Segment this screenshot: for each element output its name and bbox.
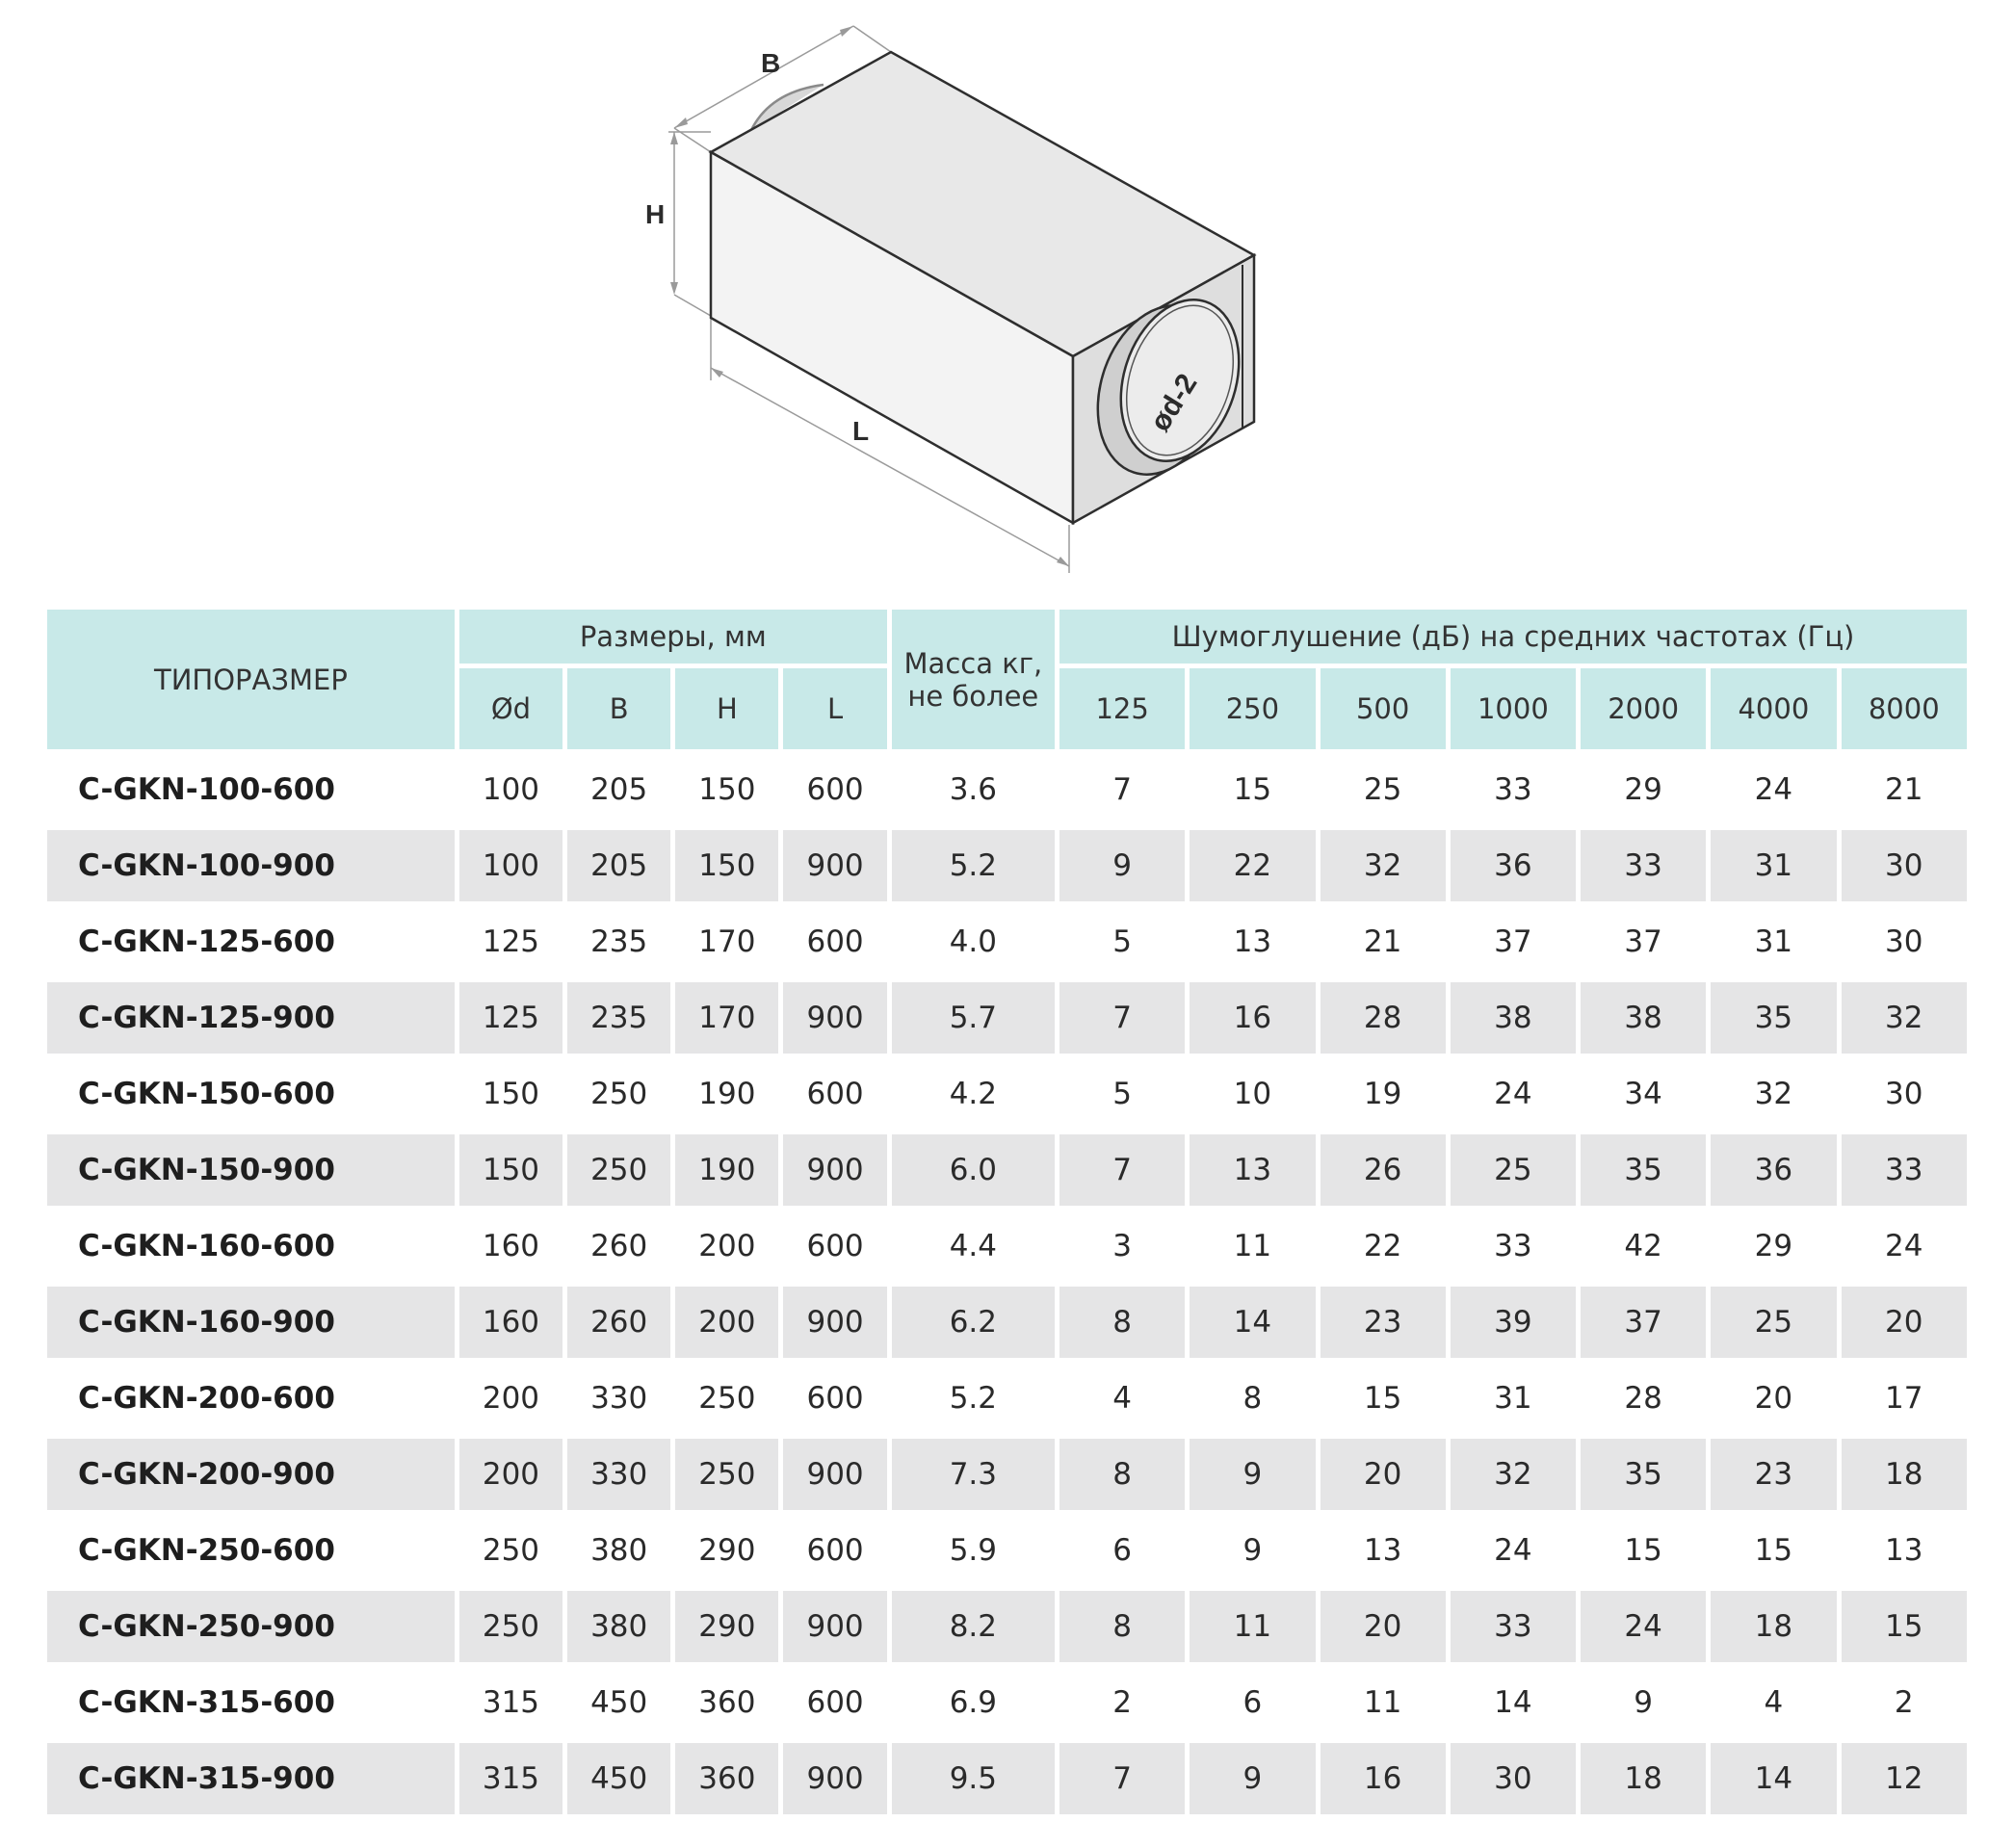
table-row [47, 830, 1967, 901]
cell-attenuation: 18 [1711, 1591, 1836, 1662]
header-dimension-1: B [567, 668, 670, 749]
cell-h: 360 [675, 1667, 778, 1738]
cell-d: 150 [459, 1134, 562, 1206]
table-row [47, 754, 1967, 825]
cell-attenuation: 9 [1190, 1439, 1315, 1510]
cell-b: 260 [567, 1210, 670, 1282]
cell-l: 600 [783, 1363, 886, 1434]
cell-b: 380 [567, 1591, 670, 1662]
table-row [47, 1134, 1967, 1206]
spec-table [42, 605, 1972, 1819]
cell-l: 900 [783, 1439, 886, 1510]
header-dimension-0: Ød [459, 668, 562, 749]
cell-attenuation: 18 [1842, 1439, 1967, 1510]
cell-attenuation: 38 [1451, 982, 1576, 1054]
table-row [47, 1515, 1967, 1586]
cell-l: 900 [783, 830, 886, 901]
cell-attenuation: 13 [1842, 1515, 1967, 1586]
cell-l: 600 [783, 1667, 886, 1738]
cell-mass: 3.6 [892, 754, 1055, 825]
cell-attenuation: 32 [1451, 1439, 1576, 1510]
header-frequency-5: 4000 [1711, 668, 1836, 749]
cell-attenuation: 24 [1451, 1058, 1576, 1130]
cell-b: 205 [567, 830, 670, 901]
table-row [47, 906, 1967, 977]
cell-name: C-GKN-125-600 [47, 906, 455, 977]
header-attenuation: Шумоглушение (дБ) на средних частотах (Гц) [1059, 610, 1967, 664]
cell-l: 900 [783, 982, 886, 1054]
cell-name: C-GKN-125-900 [47, 982, 455, 1054]
cell-attenuation: 6 [1059, 1515, 1185, 1586]
cell-attenuation: 16 [1190, 982, 1315, 1054]
cell-attenuation: 35 [1711, 982, 1836, 1054]
cell-attenuation: 18 [1581, 1743, 1706, 1814]
cell-mass: 4.4 [892, 1210, 1055, 1282]
header-frequency-4: 2000 [1581, 668, 1706, 749]
cell-mass: 6.2 [892, 1287, 1055, 1358]
cell-attenuation: 33 [1451, 754, 1576, 825]
cell-attenuation: 33 [1451, 1591, 1576, 1662]
cell-h: 290 [675, 1515, 778, 1586]
table-row [47, 1591, 1967, 1662]
cell-attenuation: 8 [1059, 1439, 1185, 1510]
cell-d: 160 [459, 1210, 562, 1282]
cell-b: 330 [567, 1439, 670, 1510]
cell-d: 315 [459, 1667, 562, 1738]
cell-attenuation: 23 [1321, 1287, 1446, 1358]
cell-l: 900 [783, 1743, 886, 1814]
cell-name: C-GKN-150-600 [47, 1058, 455, 1130]
cell-b: 235 [567, 906, 670, 977]
cell-mass: 7.3 [892, 1439, 1055, 1510]
cell-name: C-GKN-200-600 [47, 1363, 455, 1434]
cell-l: 900 [783, 1134, 886, 1206]
cell-attenuation: 7 [1059, 1743, 1185, 1814]
cell-attenuation: 10 [1190, 1058, 1315, 1130]
cell-attenuation: 30 [1842, 830, 1967, 901]
header-dimension-3: L [783, 668, 886, 749]
cell-l: 900 [783, 1591, 886, 1662]
cell-attenuation: 25 [1321, 754, 1446, 825]
cell-d: 315 [459, 1743, 562, 1814]
label-h: H [645, 199, 666, 229]
cell-attenuation: 31 [1711, 830, 1836, 901]
cell-d: 125 [459, 982, 562, 1054]
cell-mass: 4.0 [892, 906, 1055, 977]
cell-attenuation: 25 [1451, 1134, 1576, 1206]
header-frequency-2: 500 [1321, 668, 1446, 749]
cell-attenuation: 15 [1321, 1363, 1446, 1434]
cell-attenuation: 15 [1190, 754, 1315, 825]
cell-attenuation: 13 [1190, 1134, 1315, 1206]
cell-l: 600 [783, 754, 886, 825]
cell-attenuation: 20 [1321, 1591, 1446, 1662]
cell-d: 160 [459, 1287, 562, 1358]
header-mass [892, 610, 1055, 749]
cell-b: 205 [567, 754, 670, 825]
cell-attenuation: 4 [1059, 1363, 1185, 1434]
cell-attenuation: 7 [1059, 982, 1185, 1054]
cell-attenuation: 5 [1059, 1058, 1185, 1130]
cell-attenuation: 17 [1842, 1363, 1967, 1434]
cell-b: 250 [567, 1058, 670, 1130]
spec-body [47, 754, 1967, 1814]
header-mass-line1: Масса кг, [903, 646, 1043, 680]
cell-mass: 4.2 [892, 1058, 1055, 1130]
cell-d: 200 [459, 1439, 562, 1510]
cell-attenuation: 38 [1581, 982, 1706, 1054]
cell-h: 200 [675, 1287, 778, 1358]
cell-mass: 5.2 [892, 1363, 1055, 1434]
cell-attenuation: 9 [1190, 1743, 1315, 1814]
cell-attenuation: 36 [1711, 1134, 1836, 1206]
cell-attenuation: 12 [1842, 1743, 1967, 1814]
cell-attenuation: 24 [1842, 1210, 1967, 1282]
header-dimensions: Размеры, мм [459, 610, 887, 664]
cell-attenuation: 22 [1190, 830, 1315, 901]
cell-h: 200 [675, 1210, 778, 1282]
cell-attenuation: 20 [1842, 1287, 1967, 1358]
cell-attenuation: 39 [1451, 1287, 1576, 1358]
cell-attenuation: 33 [1581, 830, 1706, 901]
header-dimension-2: H [675, 668, 778, 749]
cell-h: 190 [675, 1134, 778, 1206]
cell-b: 380 [567, 1515, 670, 1586]
cell-l: 900 [783, 1287, 886, 1358]
cell-mass: 5.2 [892, 830, 1055, 901]
cell-attenuation: 37 [1581, 1287, 1706, 1358]
cell-name: C-GKN-160-900 [47, 1287, 455, 1358]
cell-attenuation: 35 [1581, 1439, 1706, 1510]
cell-mass: 9.5 [892, 1743, 1055, 1814]
cell-d: 250 [459, 1591, 562, 1662]
cell-d: 125 [459, 906, 562, 977]
table-row [47, 1058, 1967, 1130]
header-frequency-0: 125 [1059, 668, 1185, 749]
cell-l: 600 [783, 1210, 886, 1282]
cell-attenuation: 15 [1711, 1515, 1836, 1586]
cell-attenuation: 24 [1711, 754, 1836, 825]
cell-attenuation: 28 [1321, 982, 1446, 1054]
cell-attenuation: 42 [1581, 1210, 1706, 1282]
cell-l: 600 [783, 906, 886, 977]
cell-attenuation: 37 [1581, 906, 1706, 977]
cell-name: C-GKN-250-900 [47, 1591, 455, 1662]
cell-attenuation: 31 [1711, 906, 1836, 977]
cell-attenuation: 36 [1451, 830, 1576, 901]
cell-attenuation: 20 [1321, 1439, 1446, 1510]
cell-attenuation: 21 [1321, 906, 1446, 977]
label-d: ød-2 [1143, 368, 1204, 437]
cell-name: C-GKN-100-600 [47, 754, 455, 825]
cell-attenuation: 5 [1059, 906, 1185, 977]
cell-attenuation: 8 [1059, 1287, 1185, 1358]
table-row [47, 1667, 1967, 1738]
cell-name: C-GKN-100-900 [47, 830, 455, 901]
cell-attenuation: 14 [1190, 1287, 1315, 1358]
cell-attenuation: 4 [1711, 1667, 1836, 1738]
header-frequency-3: 1000 [1451, 668, 1576, 749]
cell-attenuation: 24 [1451, 1515, 1576, 1586]
table-row [47, 1210, 1967, 1282]
cell-attenuation: 9 [1190, 1515, 1315, 1586]
cell-mass: 5.9 [892, 1515, 1055, 1586]
cell-attenuation: 14 [1711, 1743, 1836, 1814]
cell-attenuation: 33 [1842, 1134, 1967, 1206]
cell-name: C-GKN-315-900 [47, 1743, 455, 1814]
cell-h: 170 [675, 982, 778, 1054]
cell-attenuation: 11 [1190, 1591, 1315, 1662]
table-row [47, 982, 1967, 1054]
cell-attenuation: 32 [1321, 830, 1446, 901]
header-mass-line2: не более [907, 679, 1039, 713]
cell-attenuation: 32 [1711, 1058, 1836, 1130]
cell-name: C-GKN-150-900 [47, 1134, 455, 1206]
header-frequency-1: 250 [1190, 668, 1315, 749]
cell-attenuation: 23 [1711, 1439, 1836, 1510]
cell-attenuation: 7 [1059, 754, 1185, 825]
cell-attenuation: 2 [1842, 1667, 1967, 1738]
cell-attenuation: 34 [1581, 1058, 1706, 1130]
cell-attenuation: 33 [1451, 1210, 1576, 1282]
cell-attenuation: 11 [1190, 1210, 1315, 1282]
cell-attenuation: 31 [1451, 1363, 1576, 1434]
cell-attenuation: 9 [1581, 1667, 1706, 1738]
cell-mass: 6.9 [892, 1667, 1055, 1738]
cell-attenuation: 7 [1059, 1134, 1185, 1206]
cell-h: 190 [675, 1058, 778, 1130]
cell-attenuation: 15 [1842, 1591, 1967, 1662]
cell-d: 200 [459, 1363, 562, 1434]
cell-attenuation: 6 [1190, 1667, 1315, 1738]
cell-h: 250 [675, 1363, 778, 1434]
cell-b: 260 [567, 1287, 670, 1358]
cell-attenuation: 19 [1321, 1058, 1446, 1130]
cell-h: 290 [675, 1591, 778, 1662]
cell-attenuation: 2 [1059, 1667, 1185, 1738]
cell-attenuation: 11 [1321, 1667, 1446, 1738]
cell-h: 150 [675, 754, 778, 825]
cell-h: 170 [675, 906, 778, 977]
cell-attenuation: 30 [1451, 1743, 1576, 1814]
cell-b: 450 [567, 1743, 670, 1814]
cell-attenuation: 14 [1451, 1667, 1576, 1738]
cell-b: 250 [567, 1134, 670, 1206]
cell-attenuation: 30 [1842, 1058, 1967, 1130]
header-frequency-6: 8000 [1842, 668, 1967, 749]
cell-attenuation: 3 [1059, 1210, 1185, 1282]
cell-mass: 5.7 [892, 982, 1055, 1054]
label-l: L [852, 416, 870, 446]
cell-attenuation: 8 [1059, 1591, 1185, 1662]
cell-h: 360 [675, 1743, 778, 1814]
cell-attenuation: 24 [1581, 1591, 1706, 1662]
label-b: B [761, 48, 781, 78]
cell-attenuation: 25 [1711, 1287, 1836, 1358]
cell-attenuation: 9 [1059, 830, 1185, 901]
cell-attenuation: 22 [1321, 1210, 1446, 1282]
table-row [47, 1743, 1967, 1814]
cell-mass: 8.2 [892, 1591, 1055, 1662]
cell-attenuation: 20 [1711, 1363, 1836, 1434]
cell-attenuation: 35 [1581, 1134, 1706, 1206]
cell-attenuation: 32 [1842, 982, 1967, 1054]
cell-attenuation: 15 [1581, 1515, 1706, 1586]
cell-mass: 6.0 [892, 1134, 1055, 1206]
cell-b: 450 [567, 1667, 670, 1738]
cell-attenuation: 8 [1190, 1363, 1315, 1434]
cell-h: 250 [675, 1439, 778, 1510]
cell-attenuation: 16 [1321, 1743, 1446, 1814]
cell-attenuation: 13 [1190, 906, 1315, 977]
cell-l: 600 [783, 1515, 886, 1586]
cell-d: 100 [459, 830, 562, 901]
cell-d: 150 [459, 1058, 562, 1130]
cell-attenuation: 37 [1451, 906, 1576, 977]
cell-attenuation: 28 [1581, 1363, 1706, 1434]
silencer-drawing [616, 19, 1291, 578]
cell-attenuation: 13 [1321, 1515, 1446, 1586]
table-row [47, 1439, 1967, 1510]
cell-attenuation: 21 [1842, 754, 1967, 825]
cell-d: 250 [459, 1515, 562, 1586]
cell-l: 600 [783, 1058, 886, 1130]
cell-attenuation: 30 [1842, 906, 1967, 977]
cell-attenuation: 26 [1321, 1134, 1446, 1206]
cell-d: 100 [459, 754, 562, 825]
cell-h: 150 [675, 830, 778, 901]
cell-name: C-GKN-315-600 [47, 1667, 455, 1738]
header-type: ТИПОРАЗМЕР [47, 610, 455, 749]
cell-name: C-GKN-160-600 [47, 1210, 455, 1282]
cell-b: 235 [567, 982, 670, 1054]
table-row [47, 1287, 1967, 1358]
cell-name: C-GKN-200-900 [47, 1439, 455, 1510]
cell-name: C-GKN-250-600 [47, 1515, 455, 1586]
cell-attenuation: 29 [1711, 1210, 1836, 1282]
cell-b: 330 [567, 1363, 670, 1434]
table-row [47, 1363, 1967, 1434]
cell-attenuation: 29 [1581, 754, 1706, 825]
